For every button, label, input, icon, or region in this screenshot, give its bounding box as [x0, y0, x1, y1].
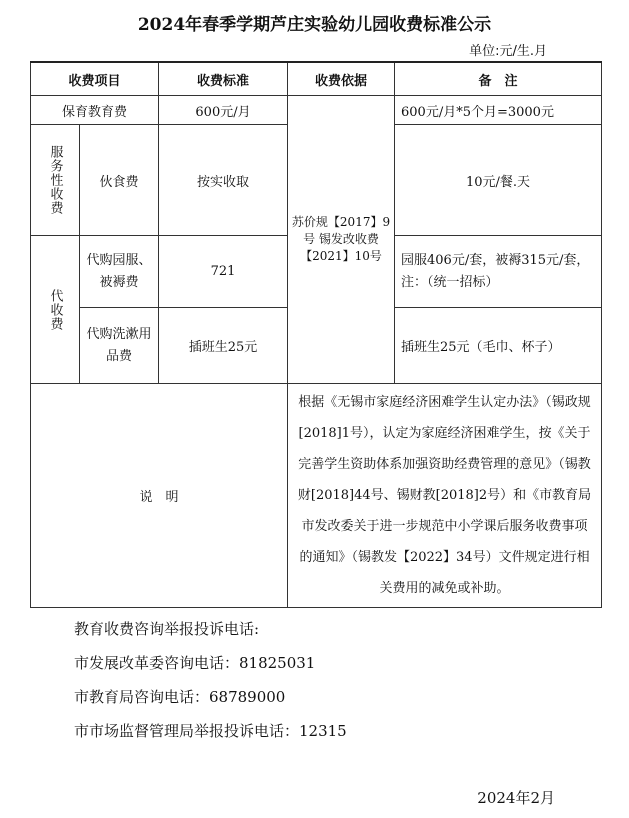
- meal-standard: 按实收取: [159, 125, 288, 236]
- tuition-item: 保育教育费: [31, 96, 159, 125]
- uniform-standard: 721: [159, 236, 288, 308]
- publish-date: 2024年2月: [477, 789, 555, 807]
- contact-market: 市市场监督管理局举报投诉电话：12315: [74, 722, 347, 740]
- fee-table: [30, 61, 602, 608]
- table-row: [31, 384, 602, 608]
- service-fee-group-label: 服务性收费: [47, 145, 63, 215]
- toiletries-note: 插班生25元（毛巾、杯子）: [395, 308, 602, 384]
- explain-text: 根据《无锡市家庭经济困难学生认定办法》（锡政规[2018]1号），认定为家庭经济困难学生，按《关于完善学生资助体系加强资助经费管理的意见》（锡教财[2018]44号、锡财教[2018]2号）和《市教育局市发改委关于进一步规范中小学课后服务收费事项的通知》（锡教发【2022】34号）文件规定进行相关费用的减免或补助。: [288, 384, 602, 608]
- header-remarks: 备 注: [395, 62, 602, 96]
- page-title: 2024年春季学期芦庄实验幼儿园收费标准公示: [137, 15, 492, 35]
- fee-basis: [288, 96, 395, 384]
- header-fee-standard: 收费标准: [159, 62, 288, 96]
- explain-label: 说 明: [31, 384, 288, 608]
- fee-basis-text: 苏价规【2017】9号 锡发改收费【2021】10号: [291, 215, 391, 263]
- meal-item: 伙食费: [80, 125, 159, 236]
- toiletries-standard: 插班生25元: [159, 308, 288, 384]
- uniform-note: 园服406元/套，被褥315元/套，注：（统一招标）: [395, 236, 602, 308]
- proxy-fee-group-label: 代收费: [47, 288, 63, 331]
- meal-note: 10元/餐.天: [395, 125, 602, 236]
- uniform-item: 代购园服、被褥费: [80, 236, 159, 308]
- header-fee-basis: 收费依据: [288, 62, 395, 96]
- contact-list: [74, 612, 347, 748]
- contact-heading: 教育收费咨询举报投诉电话:: [74, 620, 260, 638]
- proxy-fee-group: [31, 236, 80, 384]
- contact-edu: 市教育局咨询电话：68789000: [74, 688, 286, 706]
- contact-ndrc: 市发展改革委咨询电话：81825031: [74, 654, 316, 672]
- unit-label: 单位:元/生.月: [469, 44, 547, 59]
- toiletries-item: 代购洗漱用品费: [80, 308, 159, 384]
- table-header-row: [31, 62, 602, 96]
- header-fee-item: 收费项目: [31, 62, 159, 96]
- table-row: [31, 96, 602, 125]
- tuition-standard: 600元/月: [159, 96, 288, 125]
- tuition-note: 600元/月*5个月=3000元: [395, 96, 602, 125]
- service-fee-group: [31, 125, 80, 236]
